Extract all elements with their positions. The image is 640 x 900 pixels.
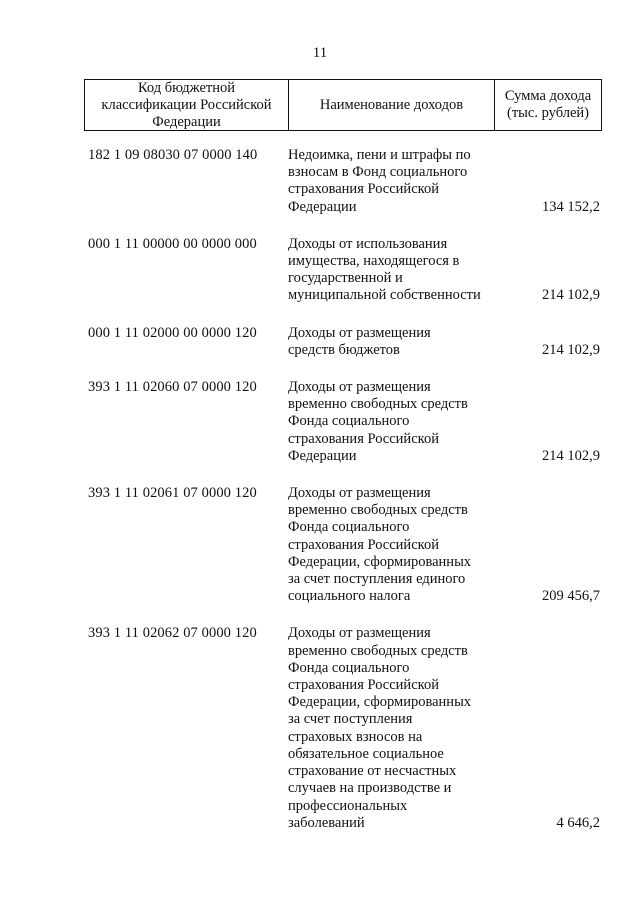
row-sum: 214 102,9 — [542, 287, 600, 304]
row-name: Доходы от размещения временно свободных средств Фонда социального страхования Российской Федерации, сформированных за счет поступления страховых взносов на обязательное социальное страхование от несчастных случаев на производстве и профессиональных заболеваний — [288, 625, 472, 831]
row-name: Доходы от размещения средств бюджетов — [288, 324, 431, 358]
header-code: Код бюджетной классификации Российской Федерации — [85, 80, 289, 130]
table-row — [88, 147, 600, 216]
row-code: 393 1 11 02062 07 0000 120 — [88, 625, 257, 642]
row-code: 000 1 11 02000 00 0000 120 — [88, 324, 257, 341]
row-code: 182 1 09 08030 07 0000 140 — [88, 147, 258, 163]
row-name: Доходы от использования имущества, находящегося в государственной и муниципальной собственности — [288, 235, 481, 304]
row-sum: 4 646,2 — [556, 814, 600, 831]
row-name: Доходы от размещения временно свободных средств Фонда социального страхования Российской Федерации, сформированных за счет поступления единого социального налога — [288, 485, 472, 605]
row-sum: 214 102,9 — [542, 447, 600, 464]
table-body — [88, 147, 600, 852]
table-row — [88, 325, 600, 359]
table-row — [88, 485, 600, 605]
table-row — [88, 379, 600, 465]
row-code: 393 1 11 02060 07 0000 120 — [88, 379, 257, 396]
table-header — [84, 79, 602, 131]
row-sum: 134 152,2 — [542, 198, 600, 215]
row-name: Доходы от размещения временно свободных средств Фонда социального страхования Российской Федерации — [288, 379, 468, 464]
row-sum: 209 456,7 — [542, 588, 600, 605]
header-name: Наименование доходов — [289, 80, 495, 130]
table-row — [88, 236, 600, 305]
row-sum: 214 102,9 — [542, 341, 600, 358]
row-code: 393 1 11 02061 07 0000 120 — [88, 485, 257, 502]
page-number: 11 — [312, 45, 328, 61]
row-name: Недоимка, пени и штрафы по взносам в Фонд социального страхования Российской Федерации — [288, 147, 471, 215]
table-row — [88, 625, 600, 831]
row-code: 000 1 11 00000 00 0000 000 — [88, 235, 257, 252]
header-sum: Сумма дохода (тыс. рублей) — [504, 88, 592, 121]
